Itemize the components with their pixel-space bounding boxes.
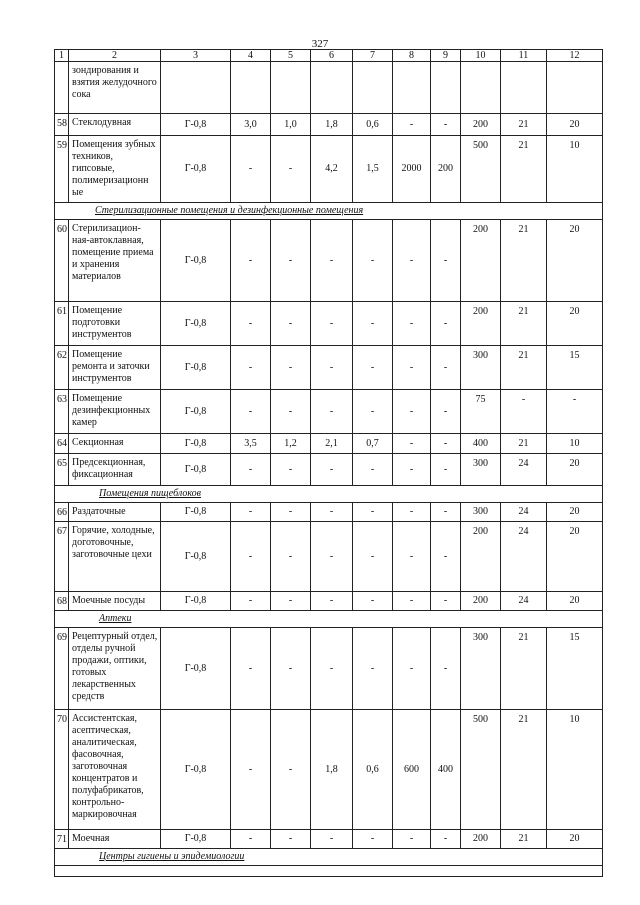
cell-value: - <box>271 220 311 302</box>
cell-value <box>501 62 547 114</box>
cell-value: - <box>271 390 311 434</box>
cell-value: 1,2 <box>271 434 311 454</box>
section-heading-row <box>55 486 603 503</box>
cell-value: 20 <box>547 220 603 302</box>
cell-value: - <box>353 830 393 849</box>
cell-value: 75 <box>461 390 501 434</box>
cell-value: - <box>393 503 431 522</box>
room-name: Моечная <box>69 830 161 849</box>
cell-value: - <box>353 522 393 592</box>
cell-value: 2000 <box>393 136 431 203</box>
table-row <box>55 830 603 849</box>
cell-value: 1,0 <box>271 114 311 136</box>
row-number: 66 <box>55 503 69 522</box>
cell-value: 200 <box>461 220 501 302</box>
cell-value: Г-0,8 <box>161 220 231 302</box>
row-number <box>55 62 69 114</box>
cell-value: 21 <box>501 114 547 136</box>
cell-value <box>547 62 603 114</box>
table-row <box>55 136 603 203</box>
cell-value: - <box>311 522 353 592</box>
table-row <box>55 503 603 522</box>
cell-value <box>461 62 501 114</box>
table-row <box>55 220 603 302</box>
column-number: 1 <box>55 50 69 62</box>
row-number: 67 <box>55 522 69 592</box>
table-continuation <box>55 866 603 877</box>
cell-value: 2,1 <box>311 434 353 454</box>
column-number: 10 <box>461 50 501 62</box>
cell-value <box>431 62 461 114</box>
column-number: 12 <box>547 50 603 62</box>
cell-value: Г-0,8 <box>161 390 231 434</box>
cell-value: 21 <box>501 710 547 830</box>
cell-value: Г-0,8 <box>161 302 231 346</box>
cell-value: Г-0,8 <box>161 136 231 203</box>
cell-value: 21 <box>501 346 547 390</box>
row-number: 71 <box>55 830 69 849</box>
cell-value: 0,7 <box>353 434 393 454</box>
cell-value: - <box>311 592 353 611</box>
cell-value: 0,6 <box>353 710 393 830</box>
cell-value: Г-0,8 <box>161 522 231 592</box>
row-number: 62 <box>55 346 69 390</box>
cell-value: - <box>271 522 311 592</box>
cell-value: - <box>393 434 431 454</box>
table-row <box>55 62 603 114</box>
room-name: Предсекционная, фиксационная <box>69 454 161 486</box>
row-number: 70 <box>55 710 69 830</box>
cell-value: - <box>431 390 461 434</box>
room-name: Моечные посуды <box>69 592 161 611</box>
cell-value: 24 <box>501 503 547 522</box>
cell-value: - <box>231 522 271 592</box>
cell-value: 200 <box>461 114 501 136</box>
cell-value: 1,8 <box>311 114 353 136</box>
cell-value: 15 <box>547 628 603 710</box>
cell-value: 20 <box>547 522 603 592</box>
cell-value: 21 <box>501 434 547 454</box>
cell-value: 21 <box>501 136 547 203</box>
cell-value: - <box>353 454 393 486</box>
cell-value: 21 <box>501 830 547 849</box>
column-number: 8 <box>393 50 431 62</box>
cell-value: 300 <box>461 503 501 522</box>
column-number: 3 <box>161 50 231 62</box>
cell-value: 20 <box>547 302 603 346</box>
cell-value: 200 <box>461 522 501 592</box>
column-number: 11 <box>501 50 547 62</box>
cell-value: - <box>231 390 271 434</box>
column-number-row <box>55 50 603 62</box>
cell-value: 200 <box>461 302 501 346</box>
cell-value: - <box>271 454 311 486</box>
cell-value: - <box>271 710 311 830</box>
table-row <box>55 346 603 390</box>
cell-value: - <box>311 628 353 710</box>
cell-value: 3,5 <box>231 434 271 454</box>
cell-value: 1,8 <box>311 710 353 830</box>
cell-value: - <box>231 454 271 486</box>
cell-value: - <box>353 628 393 710</box>
cell-value: Г-0,8 <box>161 434 231 454</box>
page-number: 327 <box>311 38 329 50</box>
cell-value: 300 <box>461 346 501 390</box>
section-heading: Стерилизационные помещения и дезинфекционные помещения <box>55 203 603 220</box>
section-heading-row <box>55 203 603 220</box>
cell-value: - <box>431 434 461 454</box>
cell-value: - <box>501 390 547 434</box>
section-heading: Помещения пищеблоков <box>55 486 603 503</box>
section-heading-row <box>55 611 603 628</box>
cell-value: - <box>231 220 271 302</box>
cell-value: - <box>431 592 461 611</box>
cell-value: 300 <box>461 454 501 486</box>
row-number: 58 <box>55 114 69 136</box>
cell-value: - <box>393 114 431 136</box>
cell-value: - <box>271 592 311 611</box>
table-row <box>55 390 603 434</box>
cell-value: - <box>353 220 393 302</box>
column-number: 7 <box>353 50 393 62</box>
table-row <box>55 114 603 136</box>
cell-value: Г-0,8 <box>161 710 231 830</box>
room-name: Секционная <box>69 434 161 454</box>
cell-value: 24 <box>501 592 547 611</box>
cell-value: - <box>431 346 461 390</box>
cell-value <box>311 62 353 114</box>
cell-value: - <box>353 592 393 611</box>
cell-value: - <box>271 346 311 390</box>
cell-value: - <box>231 503 271 522</box>
cell-value: - <box>393 592 431 611</box>
cell-value: - <box>231 346 271 390</box>
cell-value: Г-0,8 <box>161 114 231 136</box>
cell-value: - <box>431 628 461 710</box>
cell-value: - <box>547 390 603 434</box>
cell-value: 21 <box>501 302 547 346</box>
cell-value: 300 <box>461 628 501 710</box>
cell-value: 4,2 <box>311 136 353 203</box>
section-heading: Центры гигиены и эпидемиологии <box>55 849 603 866</box>
cell-value: 500 <box>461 710 501 830</box>
cell-value: - <box>353 503 393 522</box>
cell-value <box>353 62 393 114</box>
cell-value: - <box>431 454 461 486</box>
cell-value: - <box>393 220 431 302</box>
cell-value: Г-0,8 <box>161 628 231 710</box>
row-number: 64 <box>55 434 69 454</box>
row-number: 69 <box>55 628 69 710</box>
room-name: Помещение ремонта и заточки инструментов <box>69 346 161 390</box>
cell-value: 10 <box>547 136 603 203</box>
section-heading: Аптеки <box>55 611 603 628</box>
cell-value: 24 <box>501 522 547 592</box>
cell-value: 15 <box>547 346 603 390</box>
column-number: 9 <box>431 50 461 62</box>
cell-value: 200 <box>461 592 501 611</box>
cell-value: 200 <box>461 830 501 849</box>
room-name: Рецептурный отдел, отделы ручной продажи, оптики, готовых лекарственных средств <box>69 628 161 710</box>
cell-value <box>393 62 431 114</box>
row-number: 63 <box>55 390 69 434</box>
cell-value: 21 <box>501 220 547 302</box>
row-number: 60 <box>55 220 69 302</box>
cell-value: - <box>393 346 431 390</box>
row-number: 68 <box>55 592 69 611</box>
room-name: Помещения зубных техников, гипсовые, полимеризационн ые <box>69 136 161 203</box>
cell-value: 21 <box>501 628 547 710</box>
cell-value: - <box>271 302 311 346</box>
cell-value: - <box>231 136 271 203</box>
cell-value: - <box>231 710 271 830</box>
cell-value: - <box>311 346 353 390</box>
cell-value: - <box>431 503 461 522</box>
cell-value: - <box>311 454 353 486</box>
cell-value: 0,6 <box>353 114 393 136</box>
cell-value: 400 <box>431 710 461 830</box>
column-number: 2 <box>69 50 161 62</box>
room-name: Раздаточные <box>69 503 161 522</box>
cell-value: - <box>431 220 461 302</box>
cell-value: 10 <box>547 710 603 830</box>
table-row <box>55 592 603 611</box>
table-row <box>55 628 603 710</box>
cell-value: 20 <box>547 114 603 136</box>
room-name: Горячие, холодные, доготовочные, заготовочные цехи <box>69 522 161 592</box>
cell-value: 600 <box>393 710 431 830</box>
cell-value: 20 <box>547 454 603 486</box>
cell-value: - <box>231 592 271 611</box>
cell-value: Г-0,8 <box>161 346 231 390</box>
cell-value <box>161 62 231 114</box>
room-name: Ассистентская, асептическая, аналитическая, фасовочная, заготовочная концентратов и полуфабрикатов, контрольно-маркировочная <box>69 710 161 830</box>
table-row <box>55 710 603 830</box>
cell-value: 20 <box>547 592 603 611</box>
blank-cell <box>55 866 603 877</box>
cell-value: - <box>311 503 353 522</box>
cell-value: - <box>311 302 353 346</box>
cell-value: 24 <box>501 454 547 486</box>
cell-value: 1,5 <box>353 136 393 203</box>
room-name: Стеклодувная <box>69 114 161 136</box>
requirements-table <box>54 49 603 877</box>
cell-value: Г-0,8 <box>161 503 231 522</box>
cell-value: - <box>231 830 271 849</box>
cell-value: 400 <box>461 434 501 454</box>
table-row <box>55 454 603 486</box>
column-number: 6 <box>311 50 353 62</box>
cell-value: - <box>431 302 461 346</box>
cell-value: - <box>393 302 431 346</box>
cell-value: Г-0,8 <box>161 592 231 611</box>
cell-value: - <box>431 114 461 136</box>
row-number: 65 <box>55 454 69 486</box>
cell-value: - <box>353 390 393 434</box>
table-row <box>55 302 603 346</box>
cell-value <box>271 62 311 114</box>
cell-value: Г-0,8 <box>161 454 231 486</box>
cell-value: - <box>393 628 431 710</box>
cell-value: - <box>311 390 353 434</box>
cell-value: 200 <box>431 136 461 203</box>
table-row <box>55 434 603 454</box>
cell-value: 10 <box>547 434 603 454</box>
cell-value: - <box>431 830 461 849</box>
room-name: Помещение подготовки инструментов <box>69 302 161 346</box>
cell-value: - <box>353 302 393 346</box>
row-number: 59 <box>55 136 69 203</box>
cell-value: - <box>271 628 311 710</box>
cell-value: - <box>393 830 431 849</box>
cell-value: - <box>393 522 431 592</box>
cell-value <box>231 62 271 114</box>
column-number: 5 <box>271 50 311 62</box>
cell-value: - <box>231 628 271 710</box>
cell-value: 20 <box>547 830 603 849</box>
cell-value: - <box>311 220 353 302</box>
cell-value: - <box>353 346 393 390</box>
column-number: 4 <box>231 50 271 62</box>
room-name: зондирования и взятия желудочного сока <box>69 62 161 114</box>
cell-value: - <box>431 522 461 592</box>
cell-value: Г-0,8 <box>161 830 231 849</box>
table-row <box>55 522 603 592</box>
cell-value: - <box>271 503 311 522</box>
cell-value: - <box>271 136 311 203</box>
cell-value: - <box>231 302 271 346</box>
cell-value: - <box>271 830 311 849</box>
room-name: Стерилизацион-ная-автоклавная, помещение приема и хранения материалов <box>69 220 161 302</box>
row-number: 61 <box>55 302 69 346</box>
cell-value: 3,0 <box>231 114 271 136</box>
room-name: Помещение дезинфекционных камер <box>69 390 161 434</box>
section-heading-row <box>55 849 603 866</box>
cell-value: - <box>311 830 353 849</box>
cell-value: - <box>393 390 431 434</box>
cell-value: 20 <box>547 503 603 522</box>
cell-value: - <box>393 454 431 486</box>
cell-value: 500 <box>461 136 501 203</box>
